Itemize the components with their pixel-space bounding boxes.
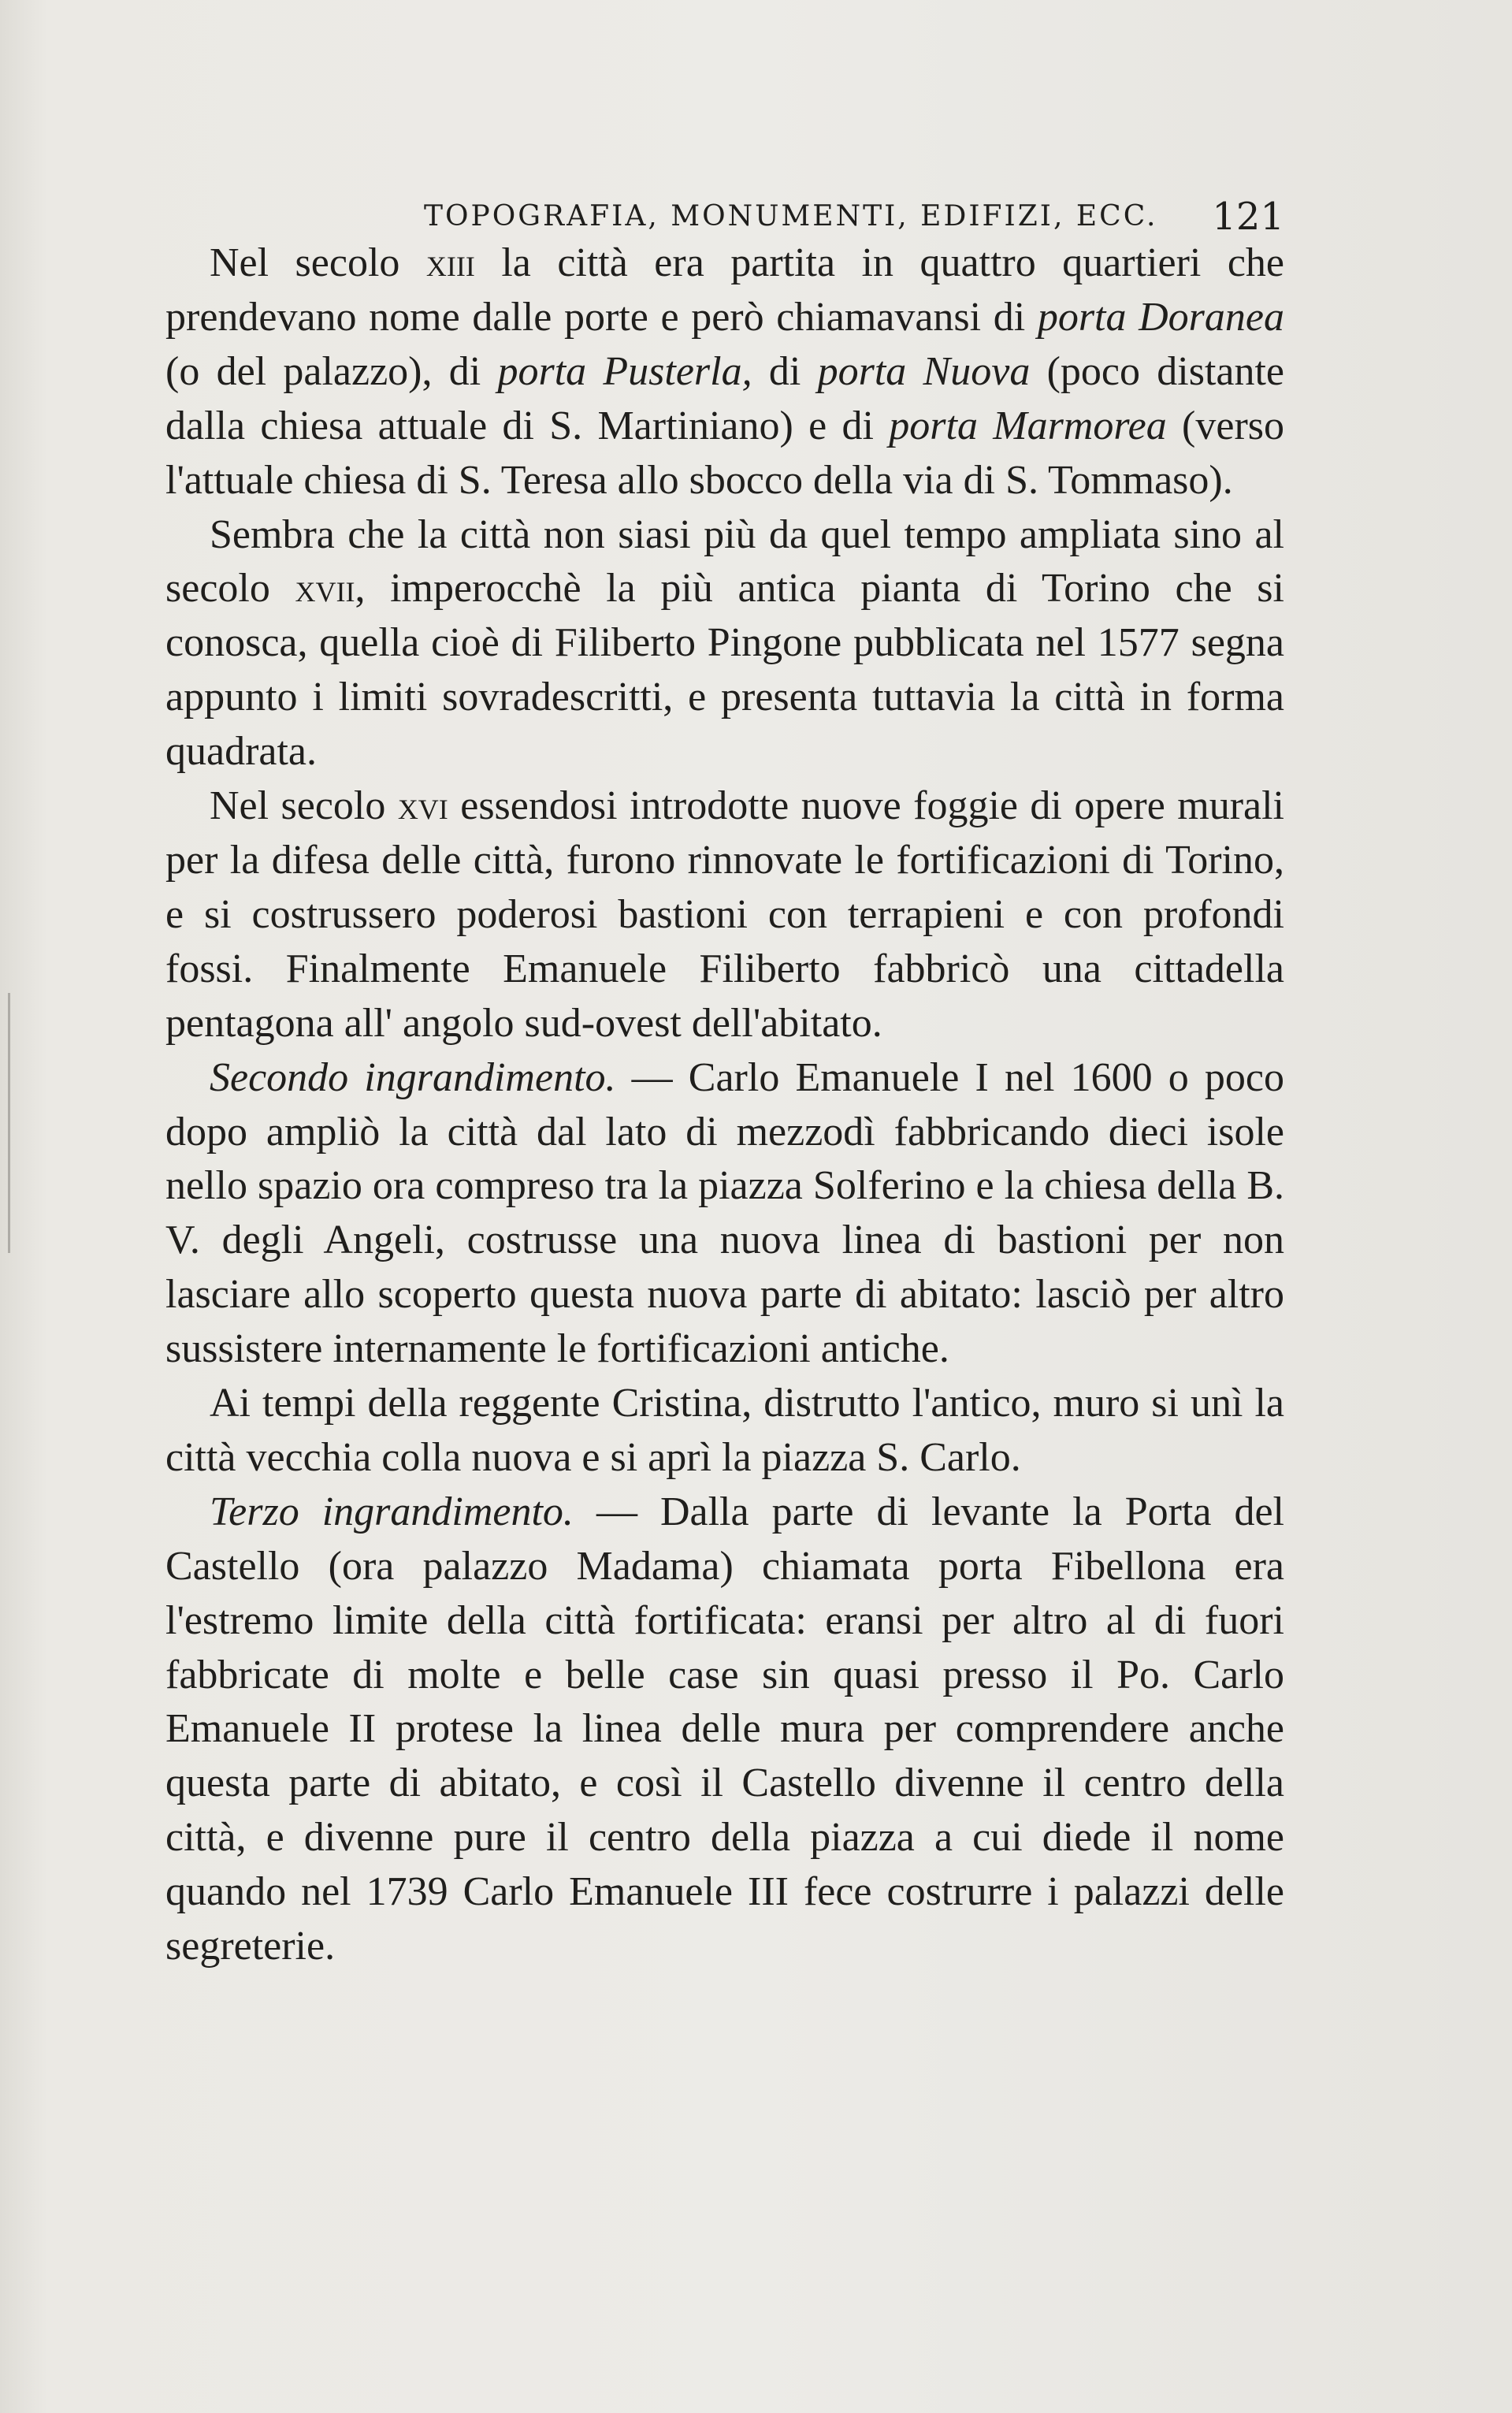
text-run: Sembra che la città non siasi più da quel tempo ampliata sino al secolo xyxy=(165,511,1284,612)
section-heading: Secondo ingrandimento. xyxy=(210,1054,616,1100)
text-run: (o del palazzo), di xyxy=(165,348,498,394)
page-number: 121 xyxy=(1212,195,1284,239)
roman-numeral: xvi xyxy=(397,783,448,829)
body-text xyxy=(165,236,1284,1974)
section-heading: Terzo ingrandimento. xyxy=(210,1489,574,1534)
roman-numeral: xiii xyxy=(425,240,475,285)
text-run: — Dalla parte di levante la Porta del Castello (ora palazzo Madama) chiamata porta Fibellona era l'estremo limite della città fortificata: eransi per altro al di fuori fabbricate di molte e belle case sin quasi presso il Po. Carlo Emanuele II protese la linea delle mura per comprendere anche questa parte di abitato, e così il Castello divenne il centro della città, e divenne pure il centro della piazza a cui diede il nome quando nel 1739 Carlo Emanuele III fece costrurre i palazzi delle segreterie. xyxy=(165,1489,1284,1969)
text-run: Ai tempi della reggente Cristina, distrutto l'antico, muro si unì la città vecchia colla nuova e si aprì la piazza S. Carlo. xyxy=(165,1381,1284,1480)
paragraph-1 xyxy=(165,236,1284,508)
text-run: essendosi introdotte nuove foggie di opere murali per la difesa delle città, furono rinnovate le fortificazioni di Torino, e si costrussero poderosi bastioni con terrapieni e con profondi fossi. Finalmente Emanuele Filiberto fabbricò una cittadella pentagona all' angolo sud-ovest dell'abitato. xyxy=(165,783,1284,1046)
paragraph-6 xyxy=(165,1485,1284,1974)
text-run: la città era partita in quattro quartieri che prendevano nome dalle porte e però chiamavansi di xyxy=(165,240,1284,340)
paragraph-5 xyxy=(165,1377,1284,1485)
paragraph-4 xyxy=(165,1051,1284,1377)
text-run: Nel secolo xyxy=(210,783,398,829)
roman-numeral: xvii xyxy=(295,566,355,612)
text-run: (verso l'attuale chiesa di S. Teresa allo sbocco della via di S. Tommaso). xyxy=(165,403,1285,503)
paragraph-2 xyxy=(165,508,1284,780)
italic-term: porta Doranea xyxy=(1037,294,1284,340)
text-run: di xyxy=(752,348,818,394)
paragraph-3 xyxy=(165,779,1284,1051)
text-run: — Carlo Emanuele I nel 1600 o poco dopo ampliò la città dal lato di mezzodì fabbricando dieci isole nello spazio ora compreso tra la piazza Solferino e la chiesa della B. V. degli Angeli, costrusse una nuova linea di bastioni per non lasciare allo scoperto questa nuova parte di abitato: lasciò per altro sussistere internamente le fortificazioni antiche. xyxy=(165,1054,1284,1372)
text-run: Nel secolo xyxy=(210,240,426,285)
text-run: (poco distante dalla chiesa attuale di S. Martiniano) e di xyxy=(165,348,1284,448)
italic-term: porta Nuova xyxy=(817,348,1031,394)
italic-term: porta Pusterla, xyxy=(497,348,752,394)
italic-term: porta Marmorea xyxy=(889,403,1167,448)
page-edge-shadow xyxy=(8,993,10,1253)
running-head: TOPOGRAFIA, MONUMENTI, EDIFIZI, ECC. xyxy=(424,200,1158,232)
text-run: , imperocchè la più antica pianta di Torino che si conosca, quella cioè di Filiberto Pingone pubblicata nel 1577 segna appunto i limiti sovradescritti, e presenta tuttavia la città in forma quadrata. xyxy=(165,566,1284,775)
